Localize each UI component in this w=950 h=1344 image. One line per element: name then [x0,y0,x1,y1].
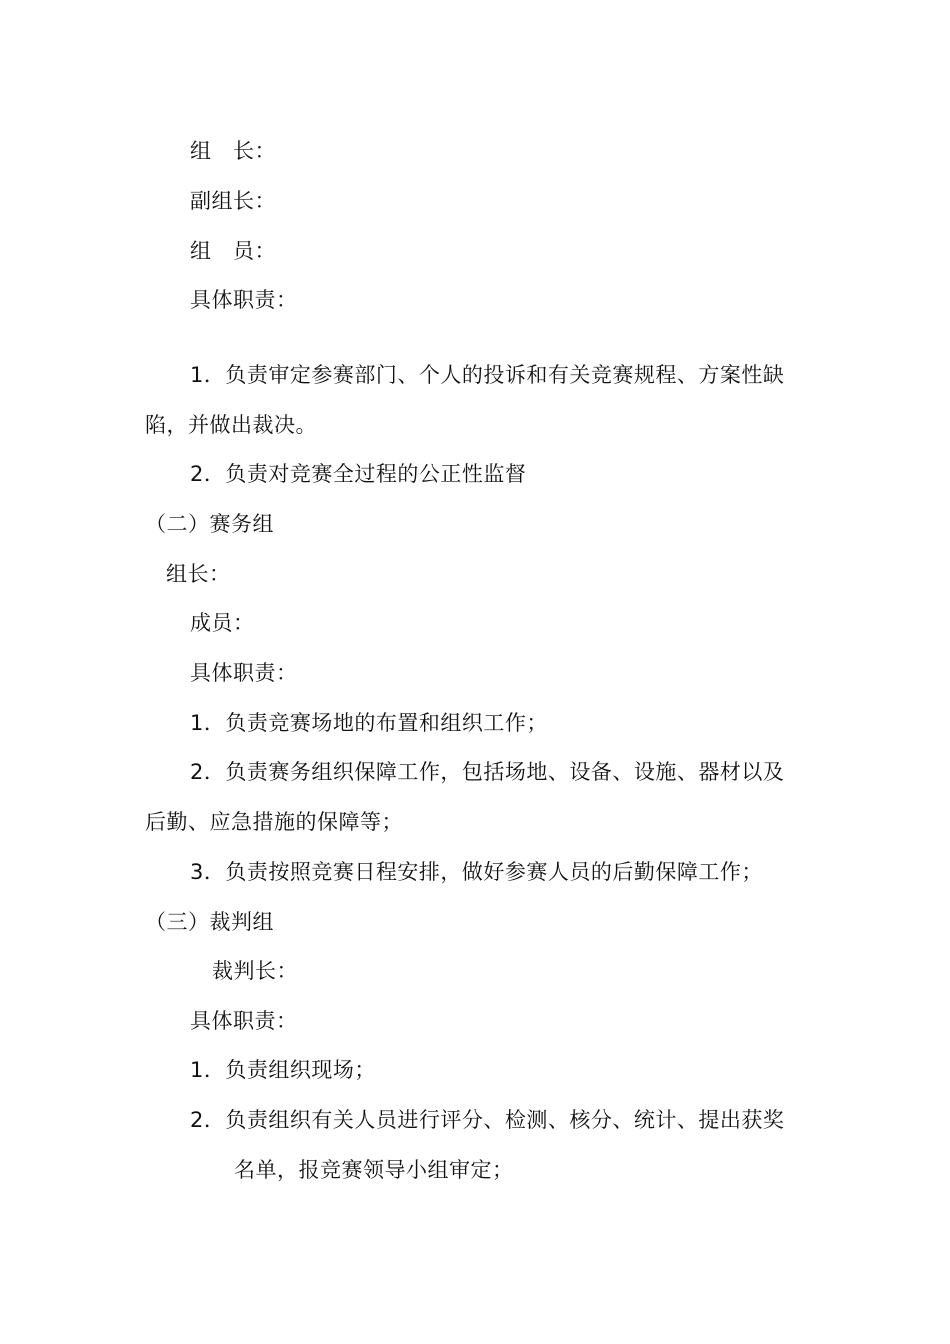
section-heading: （三）裁判组 [145,910,274,934]
text-line: 组长： [166,562,231,586]
section-heading: （二）赛务组 [145,512,274,536]
text-line: 后勤、应急措施的保障等； [145,810,403,834]
text-line: 副组长： [190,189,276,213]
text-line: 2．负责组织有关人员进行评分、检测、核分、统计、提出获奖 [190,1108,785,1132]
text-line: 具体职责： [190,1009,298,1033]
text-line: 陷，并做出裁决。 [145,413,317,437]
text-line: 2．负责赛务组织保障工作，包括场地、设备、设施、器材以及 [190,760,785,784]
text-line: 组 长： [190,139,276,163]
text-line: 名单，报竞赛领导小组审定； [234,1158,514,1182]
text-line: 2．负责对竞赛全过程的公正性监督 [190,462,527,486]
text-line: 具体职责： [190,661,298,685]
text-line: 具体职责： [190,288,298,312]
text-line: 1．负责组织现场； [190,1058,376,1082]
text-line: 组 员： [190,239,276,263]
text-line: 成员： [190,611,255,635]
text-line: 3．负责按照竞赛日程安排，做好参赛人员的后勤保障工作； [190,860,763,884]
text-line: 1．负责竞赛场地的布置和组织工作； [190,711,548,735]
text-line: 裁判长： [212,959,298,983]
text-line: 1．负责审定参赛部门、个人的投诉和有关竞赛规程、方案性缺 [190,363,785,387]
